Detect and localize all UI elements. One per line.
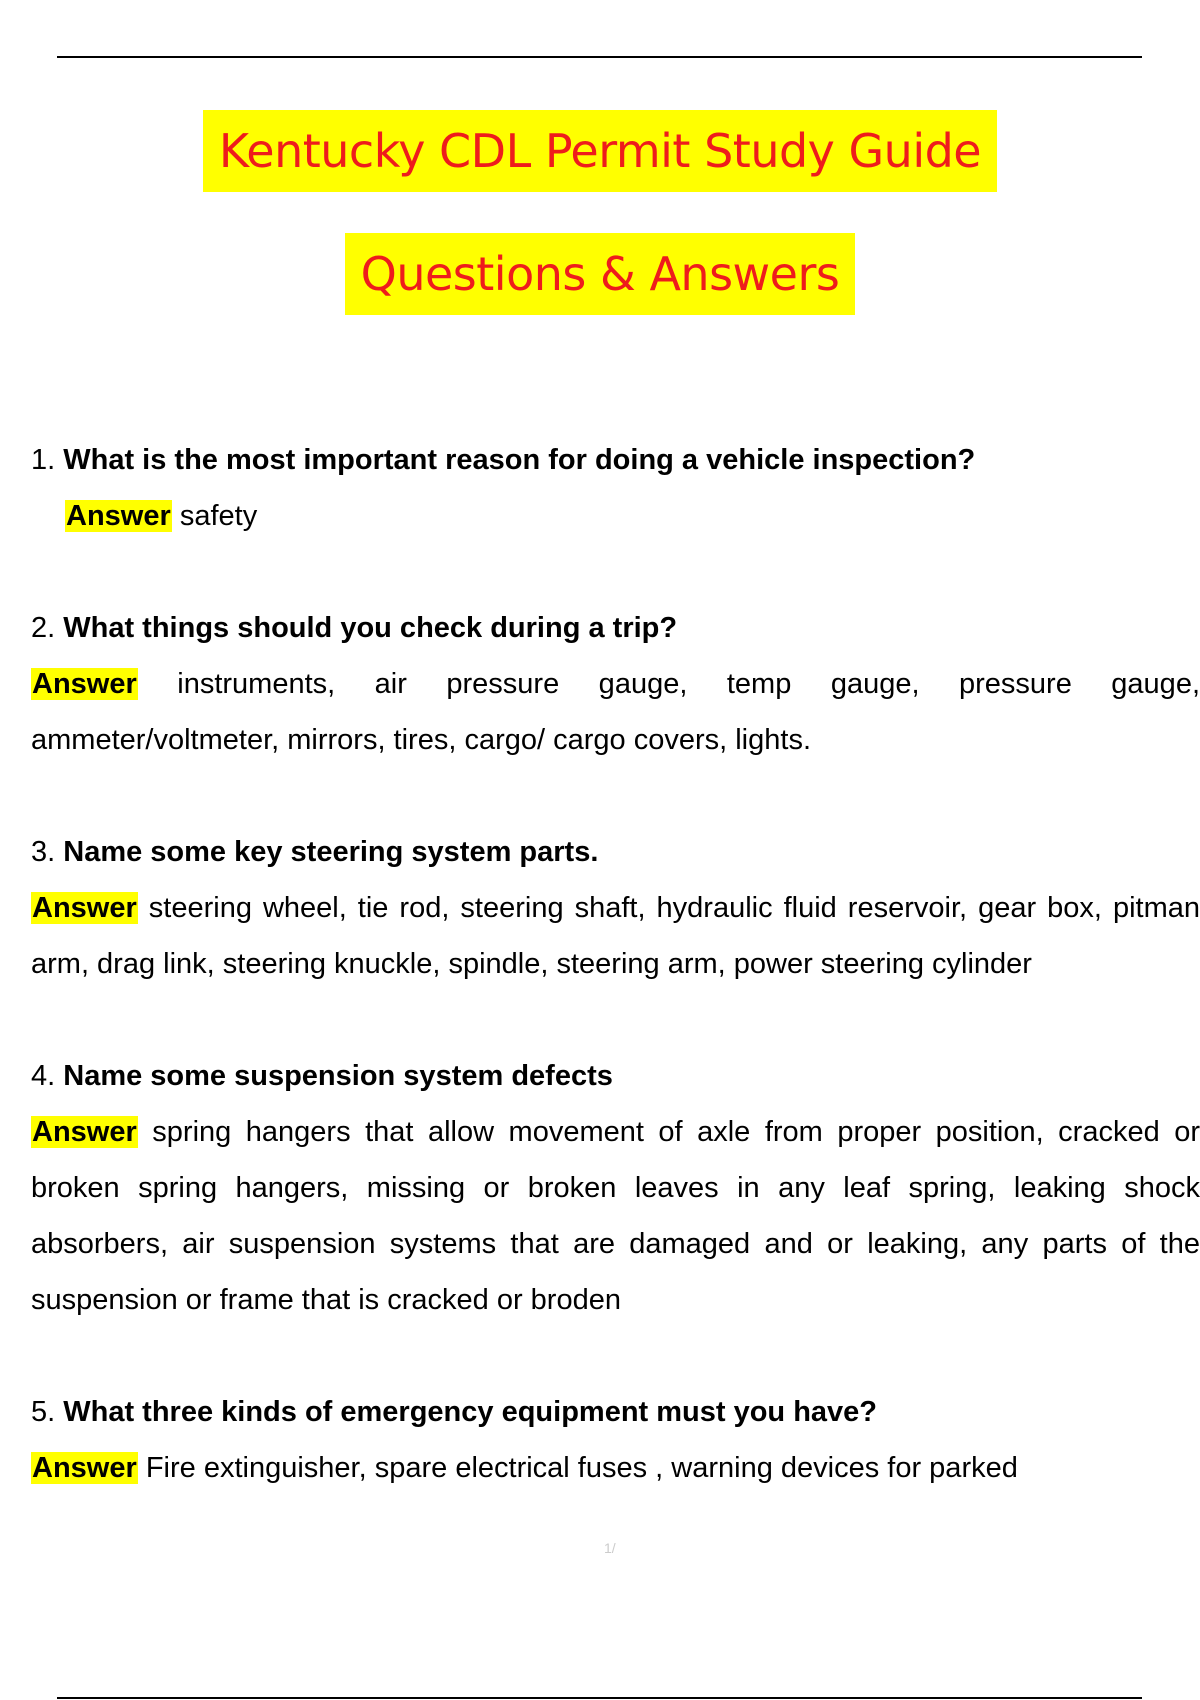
question [31, 1048, 1200, 1104]
answer [31, 488, 1200, 544]
answer-text: steering wheel, tie rod, steering shaft, hydraulic fluid reservoir, gear box, pitman arm, drag link, steering knuckle, spindle, steering arm, power steering cylinder [31, 892, 1200, 980]
answer-label: Answer [32, 892, 137, 924]
answer-label: Answer [32, 668, 137, 700]
question-text: What is the most important reason for doing a vehicle inspection? [63, 444, 976, 476]
question [31, 1384, 1200, 1440]
document-subtitle: Questions & Answers [345, 233, 856, 315]
answer [31, 1104, 1200, 1328]
question-text: Name some suspension system defects [63, 1060, 613, 1092]
question-text: What three kinds of emergency equipment must you have? [63, 1396, 878, 1428]
question-number: 5. [31, 1396, 56, 1428]
answer [31, 656, 1200, 768]
qa-item-3 [31, 824, 1200, 992]
qa-list [31, 432, 1200, 1496]
bottom-rule [57, 1697, 1142, 1699]
answer-text: Fire extinguisher, spare electrical fuses , warning devices for parked [145, 1452, 1018, 1484]
answer-text: spring hangers that allow movement of axle from proper position, cracked or broken spring hangers, missing or broken leaves in any leaf spring, leaking shock absorbers, air suspension systems that are damaged and or leaking, any parts of the suspension or frame that is cracked or broden [31, 1116, 1200, 1316]
top-rule [57, 56, 1142, 58]
answer-label: Answer [32, 1452, 137, 1484]
answer [31, 880, 1200, 992]
answer-text: safety [179, 500, 258, 532]
page-number: 1/ [604, 1540, 616, 1556]
qa-item-4 [31, 1048, 1200, 1328]
question [31, 600, 1200, 656]
question [31, 432, 1200, 488]
question-text: Name some key steering system parts. [63, 836, 599, 868]
qa-item-2 [31, 600, 1200, 768]
answer-label: Answer [66, 500, 171, 532]
answer-text: instruments, air pressure gauge, temp gauge, pressure gauge, ammeter/voltmeter, mirrors, tires, cargo/ cargo covers, lights. [31, 668, 1200, 756]
question-number: 2. [31, 612, 56, 644]
qa-item-5 [31, 1384, 1200, 1496]
question [31, 824, 1200, 880]
answer [31, 1440, 1200, 1496]
subtitle-block [0, 233, 1200, 315]
qa-item-1 [31, 432, 1200, 544]
answer-label: Answer [32, 1116, 137, 1148]
document-title: Kentucky CDL Permit Study Guide [203, 110, 997, 192]
title-block [0, 110, 1200, 192]
question-number: 3. [31, 836, 56, 868]
question-number: 1. [31, 444, 56, 476]
question-number: 4. [31, 1060, 56, 1092]
question-text: What things should you check during a trip? [63, 612, 678, 644]
